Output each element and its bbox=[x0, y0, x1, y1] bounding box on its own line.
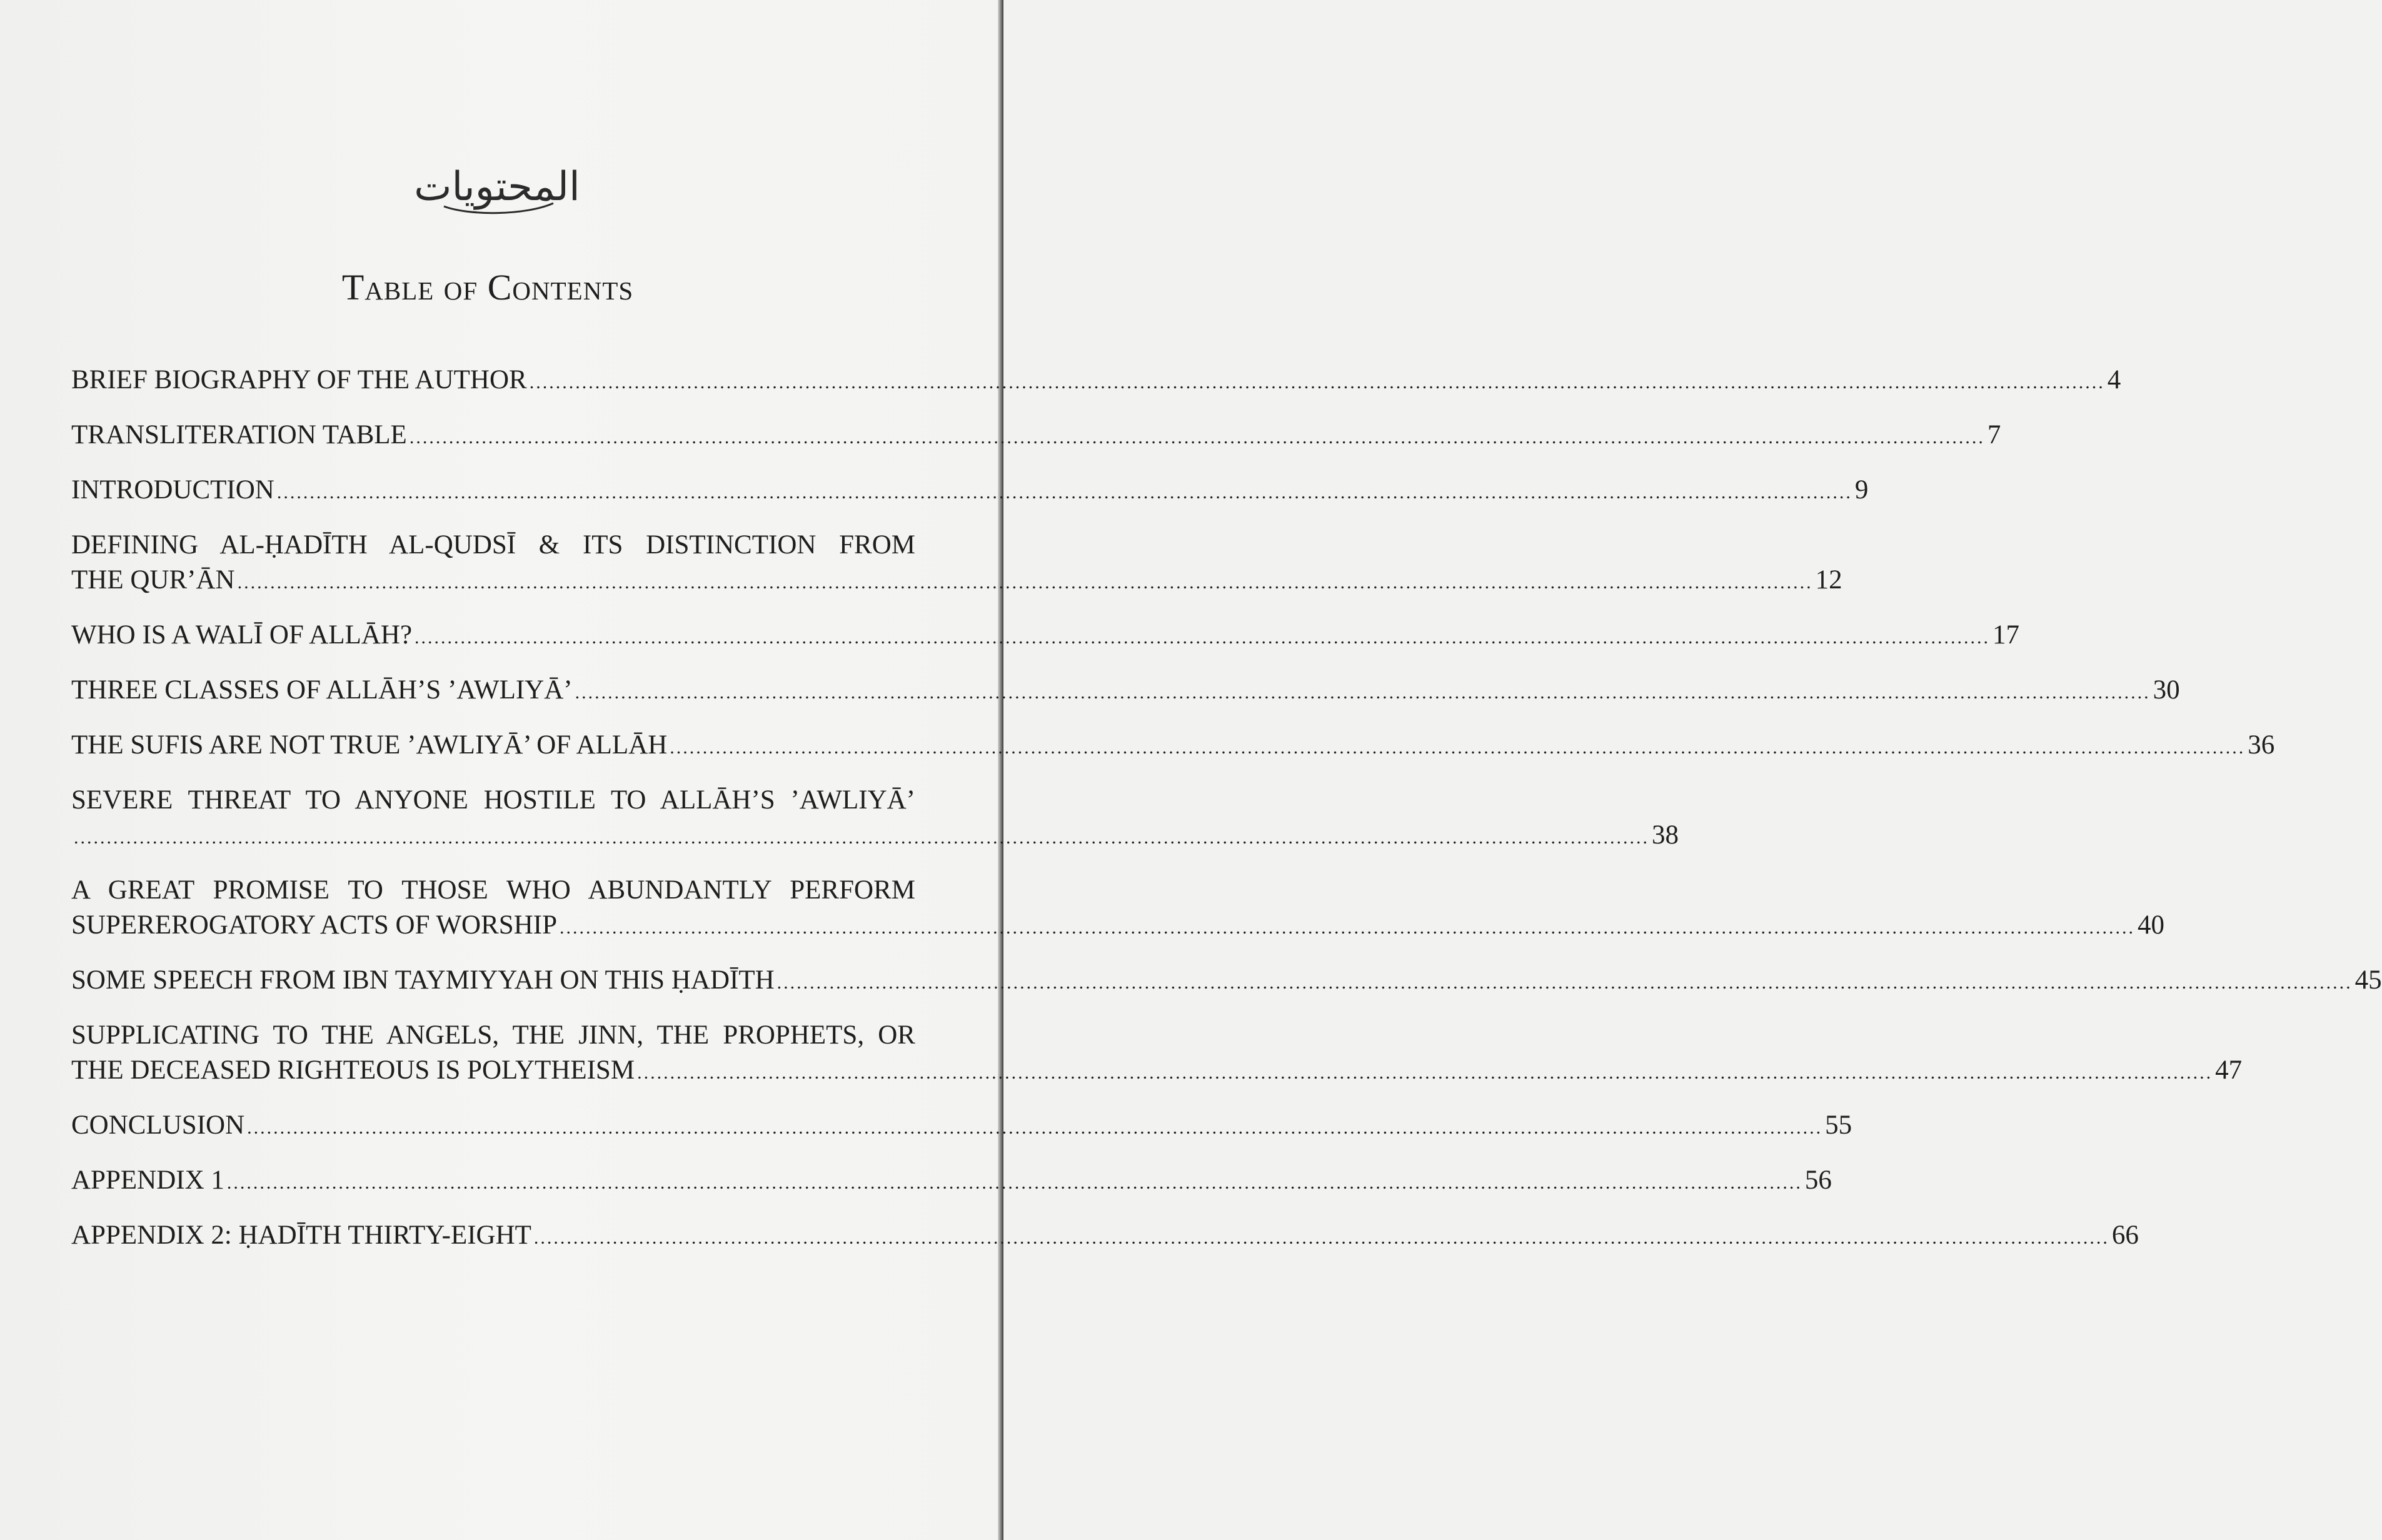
toc-entry[interactable] bbox=[71, 1108, 1852, 1145]
toc-page-number: 4 bbox=[2107, 365, 2121, 395]
page-edge-shadow bbox=[998, 0, 1003, 1540]
toc-dot-leader bbox=[74, 820, 1649, 855]
toc-entry[interactable] bbox=[71, 528, 1842, 600]
toc-entry[interactable] bbox=[71, 1218, 2139, 1256]
toc-page-number: 17 bbox=[1993, 620, 2020, 650]
toc-dot-leader bbox=[777, 965, 2353, 1000]
toc-dot-leader bbox=[560, 910, 2135, 945]
toc-entry[interactable] bbox=[71, 963, 2382, 1000]
toc-dot-leader bbox=[247, 1110, 1822, 1145]
toc-entry-title-line: SUPPLICATING TO THE ANGELS, THE JINN, THE PROPHETS, OR bbox=[71, 1020, 915, 1050]
table-of-contents bbox=[71, 363, 2382, 1256]
toc-dot-leader bbox=[530, 365, 2105, 400]
toc-entry-title: BRIEF BIOGRAPHY OF THE AUTHOR bbox=[71, 365, 527, 395]
toc-entry-title: APPENDIX 2: ḤADĪTH THIRTY-EIGHT bbox=[71, 1220, 531, 1250]
toc-entry-title-line: A GREAT PROMISE TO THOSE WHO ABUNDANTLY PERFORM bbox=[71, 875, 915, 905]
toc-entry[interactable] bbox=[71, 783, 1679, 855]
arabic-heading-text: المحتويات bbox=[414, 164, 580, 210]
page-title: Table of Contents bbox=[341, 267, 634, 308]
toc-entry-title: THE SUFIS ARE NOT TRUE ’AWLIYĀ’ OF ALLĀH bbox=[71, 730, 668, 760]
toc-entry-title: APPENDIX 1 bbox=[71, 1165, 224, 1195]
toc-entry-title: SUPEREROGATORY ACTS OF WORSHIP bbox=[71, 910, 557, 940]
toc-entry[interactable] bbox=[71, 673, 2180, 710]
toc-page-number: 30 bbox=[2153, 675, 2180, 705]
toc-entry[interactable] bbox=[71, 363, 2121, 400]
toc-entry-title: TRANSLITERATION TABLE bbox=[71, 420, 407, 450]
toc-entry-title: SOME SPEECH FROM IBN TAYMIYYAH ON THIS ḤADĪTH bbox=[71, 965, 775, 995]
toc-dot-leader bbox=[575, 675, 2151, 710]
toc-entry-title: CONCLUSION bbox=[71, 1110, 245, 1140]
toc-page-number: 38 bbox=[1652, 820, 1679, 850]
toc-dot-leader bbox=[534, 1220, 2109, 1256]
toc-entry[interactable] bbox=[71, 1018, 2243, 1090]
toc-page-number: 7 bbox=[1987, 420, 2001, 450]
toc-page-number: 40 bbox=[2137, 910, 2164, 940]
toc-dot-leader bbox=[415, 620, 1990, 655]
toc-page-number: 45 bbox=[2354, 965, 2382, 995]
arabic-calligraphy-heading bbox=[414, 147, 580, 222]
toc-entry-title-line: DEFINING AL-ḤADĪTH AL-QUDSĪ & ITS DISTINCTION FROM bbox=[71, 530, 915, 560]
toc-page-number: 55 bbox=[1825, 1110, 1852, 1140]
toc-dot-leader bbox=[637, 1055, 2213, 1090]
toc-entry-title: INTRODUCTION bbox=[71, 475, 274, 505]
toc-page-number: 66 bbox=[2111, 1220, 2139, 1250]
toc-entry[interactable] bbox=[71, 418, 2001, 455]
toc-page-number: 47 bbox=[2215, 1055, 2243, 1085]
toc-entry[interactable] bbox=[71, 618, 2020, 655]
toc-dot-leader bbox=[670, 730, 2245, 765]
toc-page-number: 56 bbox=[1804, 1165, 1832, 1195]
toc-entry[interactable] bbox=[71, 473, 1869, 510]
toc-entry-title: THE QUR’ĀN bbox=[71, 565, 235, 595]
toc-dot-leader bbox=[410, 420, 1985, 455]
toc-entry-title: THE DECEASED RIGHTEOUS IS POLYTHEISM bbox=[71, 1055, 635, 1085]
toc-entry[interactable] bbox=[71, 873, 2164, 945]
toc-dot-leader bbox=[227, 1165, 1802, 1200]
toc-entry[interactable] bbox=[71, 728, 2275, 765]
toc-entry-title: WHO IS A WALĪ OF ALLĀH? bbox=[71, 620, 413, 650]
toc-entry[interactable] bbox=[71, 1163, 1832, 1200]
toc-dot-leader bbox=[238, 565, 1813, 600]
toc-dot-leader bbox=[277, 475, 1852, 510]
toc-page-number: 9 bbox=[1854, 475, 1869, 505]
toc-page-number: 12 bbox=[1815, 565, 1842, 595]
toc-page-number: 36 bbox=[2248, 730, 2275, 760]
toc-entry-title-line: SEVERE THREAT TO ANYONE HOSTILE TO ALLĀH’S ’AWLIYĀ’ bbox=[71, 785, 915, 815]
toc-entry-title: THREE CLASSES OF ALLĀH’S ’AWLIYĀ’ bbox=[71, 675, 573, 705]
